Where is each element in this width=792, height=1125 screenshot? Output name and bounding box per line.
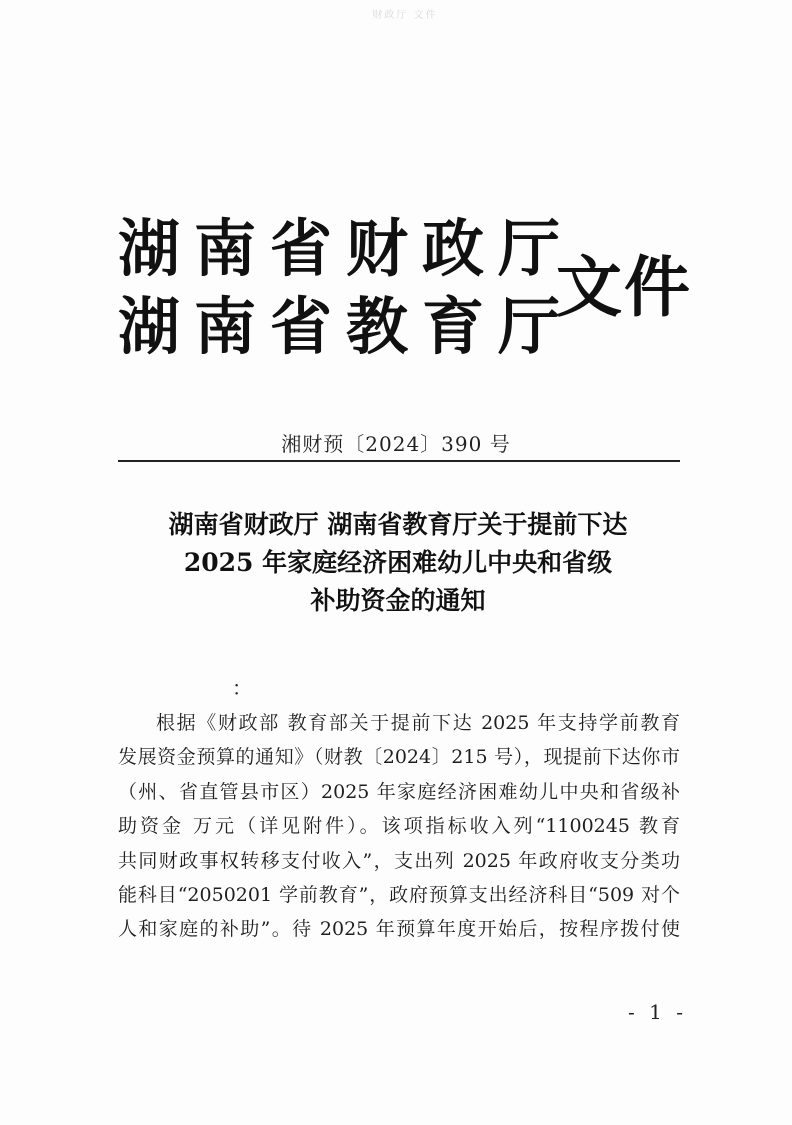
title-line: 补助资金的通知 xyxy=(310,586,486,615)
issuer-header xyxy=(118,212,692,374)
doc-type-label: 文件 xyxy=(556,248,692,326)
issuer-education-dept: 湖南省教育厅 xyxy=(118,290,575,363)
title-line: 湖南省财政厅 湖南省教育厅关于提前下达 xyxy=(168,510,628,539)
page-number: - 1 - xyxy=(628,1000,687,1024)
salutation: ： xyxy=(232,676,252,700)
body-line: 发展资金预算的通知》（财教〔2024〕215 号），现提前下达你市 xyxy=(118,746,680,769)
faint-header-bleed: 财政厅 文件 xyxy=(372,10,438,20)
header-divider xyxy=(118,460,680,462)
body-line: （州、省直管县市区）2025 年家庭经济困难幼儿中央和省级补 xyxy=(118,780,680,803)
document-number: 湘财预〔2024〕390 号 xyxy=(281,432,511,456)
document-title xyxy=(118,506,678,620)
body-paragraph xyxy=(118,706,680,947)
body-line: 助资金 万元（详见附件）。该项指标收入列“1100245 教育 xyxy=(118,815,680,838)
issuer-finance-dept: 湖南省财政厅 xyxy=(118,212,575,285)
body-line: 共同财政事权转移支付收入”，支出列 2025 年政府收支分类功 xyxy=(118,849,680,872)
body-line: 人和家庭的补助”。待 2025 年预算年度开始后，按程序拨付使 xyxy=(118,918,680,941)
title-line: 2025 年家庭经济困难幼儿中央和省级 xyxy=(183,548,613,577)
body-line: 根据《财政部 教育部关于提前下达 2025 年支持学前教育 xyxy=(156,712,680,734)
body-line: 能科目“2050201 学前教育”，政府预算支出经济科目“509 对个 xyxy=(118,883,680,906)
